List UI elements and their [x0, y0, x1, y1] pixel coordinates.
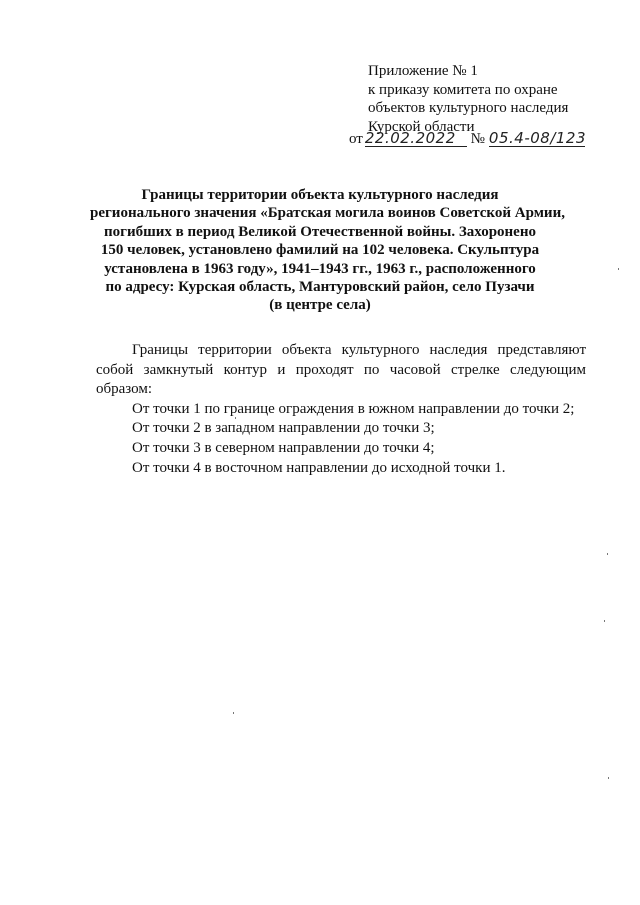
scan-speck [607, 553, 608, 555]
title-line: по адресу: Курская область, Мантуровский район, село Пузачи [105, 279, 535, 296]
title-line: 150 человек, установлено фамилий на 102 человека. Скульптура [100, 242, 540, 259]
title-line: Границы территории объекта культурного наследия [141, 187, 499, 203]
appendix-header [368, 62, 608, 136]
title-line: регионального значения «Братская могила воинов Советской Армии, [90, 205, 565, 222]
scan-speck [608, 777, 609, 779]
scan-speck [233, 712, 234, 714]
order-date-number-line [349, 131, 585, 148]
scan-speck [604, 620, 605, 622]
order-date-handwritten: 22.02.2022 [365, 131, 467, 147]
boundary-point-item: От точки 3 в северном направлении до точки 4; [132, 439, 435, 456]
appendix-line-1: Приложение № 1 [368, 63, 478, 79]
title-line: (в центре села) [269, 297, 371, 314]
boundary-point-item: От точки 1 по границе ограждения в южном направлении до точки 2; [132, 400, 575, 417]
body-intro-paragraph: Границы территории объекта культурного наследия представляют собой замкнутый контур и проходят по часовой стрелке следующим образом: [96, 342, 586, 398]
boundary-point-item: От точки 2 в западном направлении до точки 3; [132, 420, 435, 437]
appendix-line-4: Курской области [368, 118, 475, 135]
appendix-line-2: к приказу комитета по охране [368, 81, 558, 98]
scan-speck [235, 417, 236, 419]
order-number-handwritten: 05.4-08/123 [488, 129, 587, 147]
appendix-line-3: объектов культурного наследия [368, 100, 569, 116]
boundary-point-item: От точки 4 в восточном направлении до исходной точки 1. [132, 459, 506, 476]
title-line: погибших в период Великой Отечественной войны. Захоронено [104, 223, 536, 240]
order-number-prefix: № [470, 131, 485, 147]
document-title [90, 186, 565, 315]
document-body [96, 341, 586, 478]
title-line: установлена в 1963 году», 1941–1943 гг., 1963 г., расположенного [104, 260, 536, 277]
scan-speck [618, 268, 619, 270]
order-from-prefix: от [349, 131, 363, 147]
